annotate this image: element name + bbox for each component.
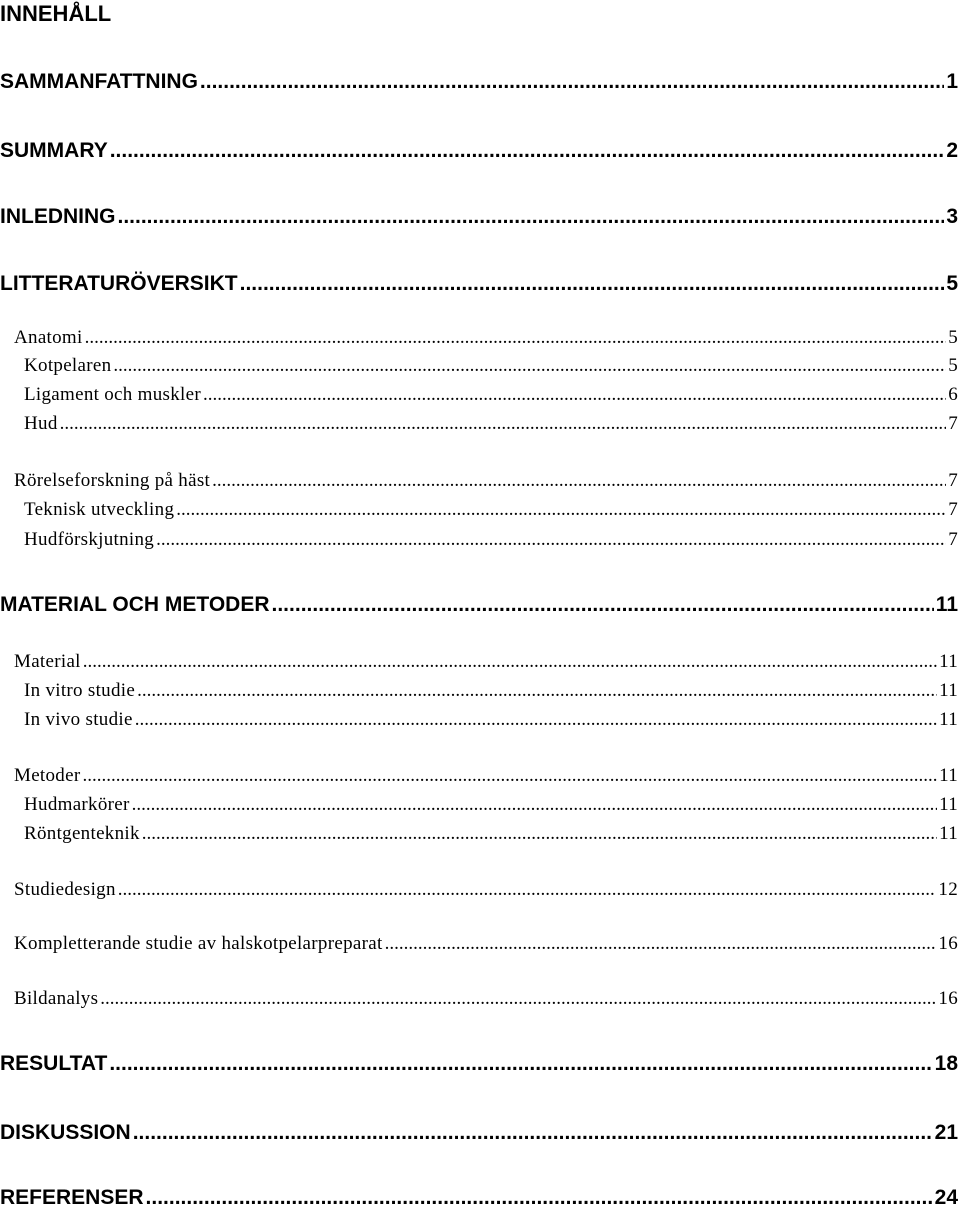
- toc-entry-label: Hudmarkörer: [24, 794, 130, 815]
- toc-entry-label: Röntgenteknik: [24, 823, 140, 844]
- toc-entry-label: INLEDNING: [0, 205, 116, 228]
- dot-leader: [113, 354, 946, 378]
- toc-entry[interactable]: [24, 708, 958, 732]
- toc-entry-label: Material: [14, 651, 81, 672]
- toc-entry[interactable]: [24, 412, 958, 436]
- toc-entry-label: SUMMARY: [0, 139, 108, 162]
- toc-entry[interactable]: [0, 1184, 958, 1212]
- toc-entry-label: DISKUSSION: [0, 1121, 131, 1144]
- toc-entry-label: Teknisk utveckling: [24, 499, 175, 520]
- toc-entry-page: 7: [948, 529, 958, 550]
- dot-leader: [146, 1184, 933, 1212]
- toc-entry[interactable]: [0, 1119, 958, 1147]
- toc-entry-label: REFERENSER: [0, 1186, 144, 1209]
- toc-entry-label: Metoder: [14, 765, 81, 786]
- toc-entry-page: 21: [934, 1121, 958, 1144]
- toc-entry[interactable]: [24, 822, 958, 846]
- toc-entry-page: 5: [946, 272, 958, 295]
- dot-leader: [82, 764, 937, 788]
- toc-entry-page: 24: [934, 1186, 958, 1209]
- toc-entry[interactable]: [14, 326, 958, 350]
- toc-entry[interactable]: [0, 1050, 958, 1078]
- dot-leader: [212, 469, 946, 493]
- dot-leader: [110, 137, 945, 165]
- toc-entry-label: RESULTAT: [0, 1052, 108, 1075]
- toc-entry-page: 16: [938, 988, 958, 1009]
- dot-leader: [85, 326, 947, 350]
- toc-entry[interactable]: [24, 498, 958, 522]
- toc-entry[interactable]: [24, 528, 958, 552]
- dot-leader: [142, 822, 937, 846]
- dot-leader: [200, 68, 944, 96]
- toc-entry-label: Hud: [24, 413, 58, 434]
- dot-leader: [135, 708, 937, 732]
- dot-leader: [100, 987, 936, 1011]
- toc-entry-page: 7: [948, 499, 958, 520]
- dot-leader: [272, 591, 934, 619]
- dot-leader: [137, 679, 937, 703]
- toc-entry-label: Rörelseforskning på häst: [14, 470, 211, 491]
- toc-entry[interactable]: [24, 793, 958, 817]
- toc-entry[interactable]: [0, 591, 958, 619]
- toc-entry-page: 11: [935, 593, 958, 616]
- toc-entry[interactable]: [0, 68, 958, 96]
- dot-leader: [240, 270, 945, 298]
- toc-entry-label: Hudförskjutning: [24, 529, 155, 550]
- toc-entry[interactable]: [0, 203, 958, 231]
- dot-leader: [118, 203, 945, 231]
- toc-entry-page: 16: [938, 933, 958, 954]
- toc-entry-page: 5: [948, 355, 958, 376]
- toc-entry-page: 12: [938, 879, 958, 900]
- toc-entry-page: 11: [939, 794, 958, 815]
- toc-entry[interactable]: [0, 270, 958, 298]
- toc-entry-page: 1: [946, 70, 958, 93]
- toc-entry-label: Anatomi: [14, 327, 83, 348]
- toc-entry-page: 11: [939, 823, 958, 844]
- toc-entry[interactable]: [14, 650, 958, 674]
- dot-leader: [156, 528, 946, 552]
- dot-leader: [132, 793, 937, 817]
- toc-title: INNEHÅLL: [0, 1, 112, 26]
- toc-entry-page: 5: [948, 327, 958, 348]
- toc-entry-page: 11: [939, 651, 958, 672]
- toc-entry[interactable]: [24, 383, 958, 407]
- toc-entry-page: 18: [934, 1052, 958, 1075]
- toc-entry-label: Bildanalys: [14, 988, 99, 1009]
- toc-entry-page: 11: [939, 680, 958, 701]
- dot-leader: [118, 878, 937, 902]
- dot-leader: [60, 412, 947, 436]
- toc-entry-label: Studiedesign: [14, 879, 116, 900]
- toc-entry[interactable]: [14, 878, 958, 902]
- toc-entry-page: 11: [939, 765, 958, 786]
- dot-leader: [109, 1050, 932, 1078]
- dot-leader: [203, 383, 946, 407]
- toc-entry[interactable]: [14, 469, 958, 493]
- toc-entry-label: SAMMANFATTNING: [0, 70, 198, 93]
- toc-entry-label: Kompletterande studie av halskotpelarpreparat: [14, 933, 383, 954]
- toc-entry[interactable]: [24, 354, 958, 378]
- toc-entry-label: Kotpelaren: [24, 355, 112, 376]
- dot-leader: [176, 498, 946, 522]
- dot-leader: [385, 932, 937, 956]
- toc-entry-page: 2: [946, 139, 958, 162]
- toc-entry[interactable]: [24, 679, 958, 703]
- toc-entry[interactable]: [0, 137, 958, 165]
- toc-entry-page: 6: [948, 384, 958, 405]
- toc-entry-label: MATERIAL OCH METODER: [0, 593, 270, 616]
- toc-entry-page: 3: [946, 205, 958, 228]
- toc-entry-label: LITTERATURÖVERSIKT: [0, 272, 238, 295]
- dot-leader: [133, 1119, 933, 1147]
- toc-entry-label: In vitro studie: [24, 680, 136, 701]
- toc-entry-label: In vivo studie: [24, 709, 133, 730]
- toc-entry[interactable]: [14, 932, 958, 956]
- toc-entry[interactable]: [14, 987, 958, 1011]
- toc-entry-page: 7: [948, 470, 958, 491]
- dot-leader: [83, 650, 937, 674]
- toc-entry-page: 7: [948, 413, 958, 434]
- toc-entry-label: Ligament och muskler: [24, 384, 201, 405]
- toc-entry-page: 11: [939, 709, 958, 730]
- toc-entry[interactable]: [14, 764, 958, 788]
